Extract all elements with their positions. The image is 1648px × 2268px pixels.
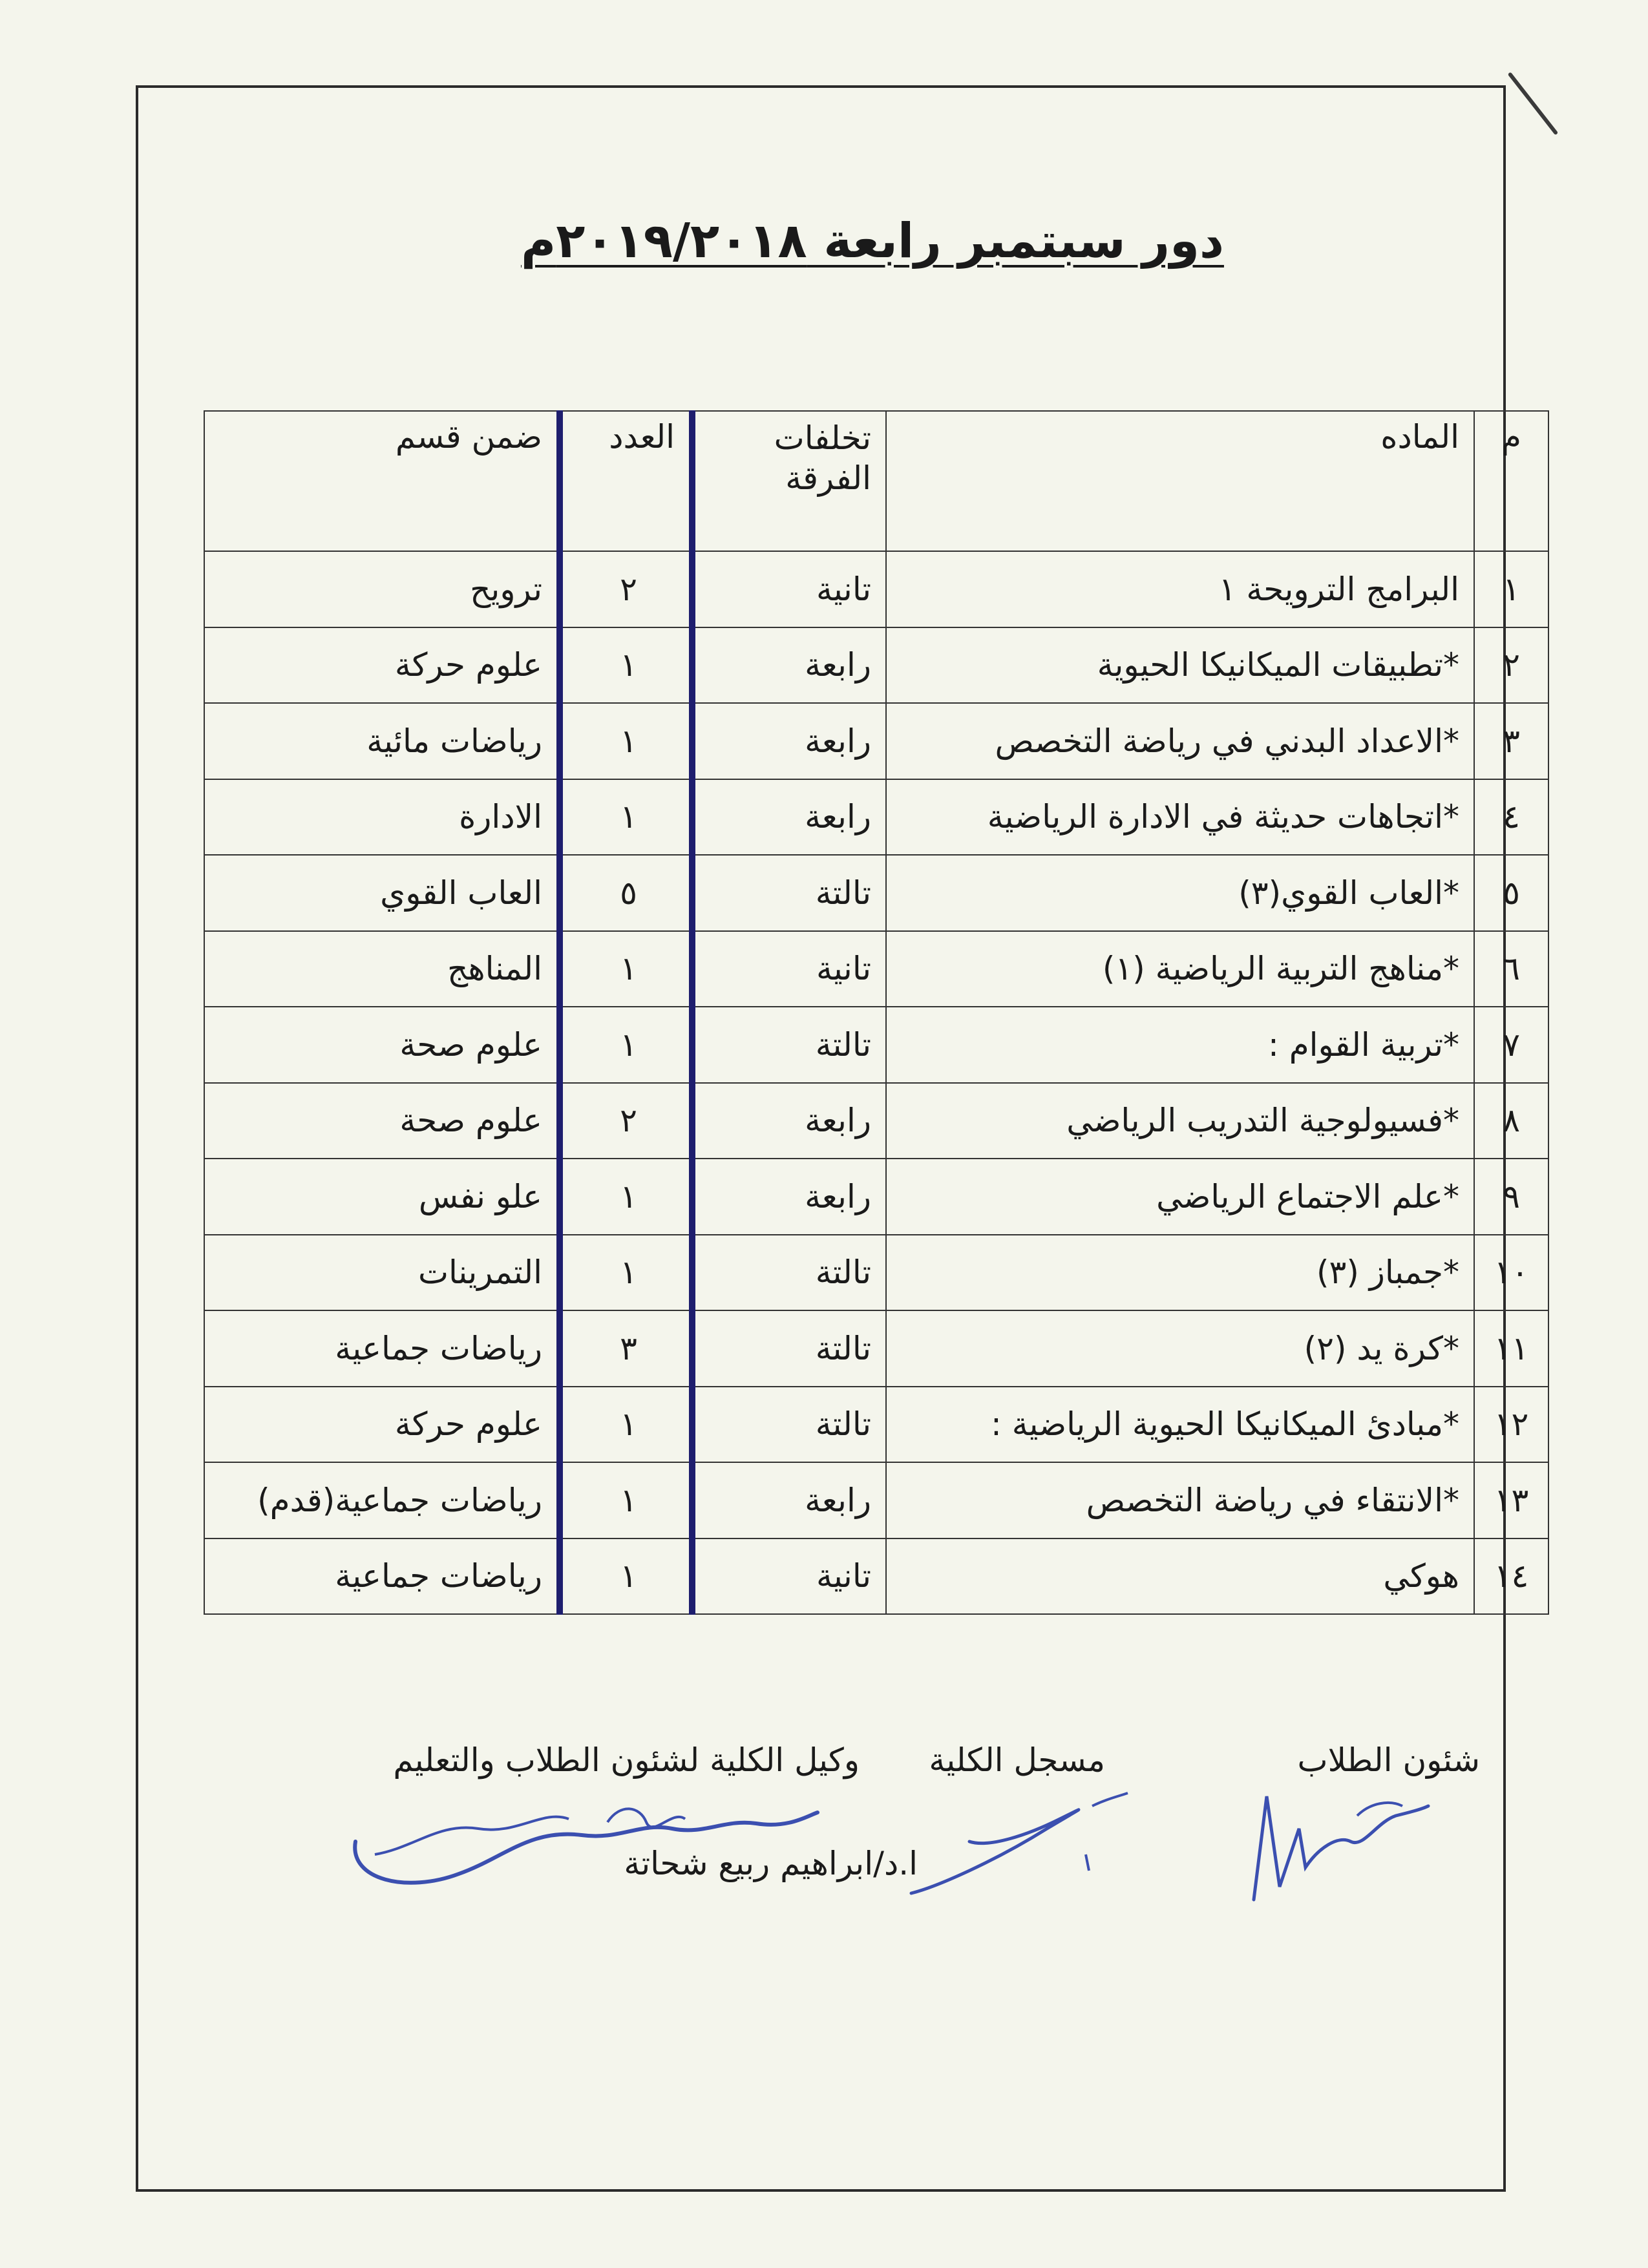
- registrar-signature: [898, 1790, 1131, 1906]
- registrar-label: مسجل الكلية: [929, 1741, 1105, 1779]
- cell-level: رابعة: [692, 703, 886, 779]
- cell-dept: علوم حركة: [204, 1387, 560, 1463]
- table-row: [204, 1235, 1548, 1311]
- cell-dept: علوم حركة: [204, 627, 560, 704]
- cell-num: ٥: [1474, 855, 1548, 931]
- table-row: [204, 1159, 1548, 1235]
- cell-count: ١: [560, 1235, 692, 1311]
- cell-dept: علو نفس: [204, 1159, 560, 1235]
- table-row: [204, 1083, 1548, 1159]
- header-subject: الماده: [886, 411, 1474, 551]
- cell-subject: *علم الاجتماع الرياضي: [886, 1159, 1474, 1235]
- cell-subject: *تربية القوام :: [886, 1007, 1474, 1083]
- cell-count: ٢: [560, 1083, 692, 1159]
- cell-count: ٥: [560, 855, 692, 931]
- cell-count: ٢: [560, 551, 692, 627]
- cell-num: ٦: [1474, 931, 1548, 1007]
- cell-level: رابعة: [692, 627, 886, 704]
- cell-subject: *اتجاهات حديثة في الادارة الرياضية: [886, 779, 1474, 856]
- cell-num: ٢: [1474, 627, 1548, 704]
- subjects-table: [204, 410, 1549, 1615]
- cell-dept: علوم صحة: [204, 1007, 560, 1083]
- header-level: تخلفات الفرقة: [692, 411, 886, 551]
- table-row: [204, 779, 1548, 856]
- cell-level: تانية: [692, 1538, 886, 1615]
- cell-subject: *الاعداد البدني في رياضة التخصص: [886, 703, 1474, 779]
- cell-num: ٤: [1474, 779, 1548, 856]
- cell-dept: العاب القوي: [204, 855, 560, 931]
- cell-dept: رياضات جماعية: [204, 1538, 560, 1615]
- cell-level: رابعة: [692, 1462, 886, 1538]
- cell-num: ١٠: [1474, 1235, 1548, 1311]
- cell-level: تالتة: [692, 1387, 886, 1463]
- staple-mark: [1508, 72, 1559, 135]
- cell-subject: *كرة يد (٢): [886, 1310, 1474, 1387]
- vice-dean-name: ا.د/ابراهيم ربيع شحاتة: [624, 1845, 918, 1882]
- cell-num: ٣: [1474, 703, 1548, 779]
- cell-num: ٧: [1474, 1007, 1548, 1083]
- cell-count: ١: [560, 1387, 692, 1463]
- table-row: [204, 1462, 1548, 1538]
- cell-count: ١: [560, 627, 692, 704]
- header-dept: ضمن قسم: [204, 411, 560, 551]
- cell-level: تالتة: [692, 1007, 886, 1083]
- table-header-row: [204, 411, 1548, 551]
- cell-level: تالتة: [692, 1310, 886, 1387]
- student-affairs-signature: [1241, 1770, 1435, 1913]
- cell-dept: رياضات مائية: [204, 703, 560, 779]
- cell-subject: هوكي: [886, 1538, 1474, 1615]
- cell-level: تالتة: [692, 855, 886, 931]
- cell-num: ١٢: [1474, 1387, 1548, 1463]
- table-row: [204, 551, 1548, 627]
- table-row: [204, 1387, 1548, 1463]
- cell-dept: علوم صحة: [204, 1083, 560, 1159]
- student-affairs-label: شئون الطلاب: [1297, 1741, 1480, 1779]
- cell-subject: *العاب القوي(٣): [886, 855, 1474, 931]
- cell-num: ٨: [1474, 1083, 1548, 1159]
- table-row: [204, 1310, 1548, 1387]
- cell-level: تانية: [692, 551, 886, 627]
- cell-count: ٣: [560, 1310, 692, 1387]
- cell-num: ١١: [1474, 1310, 1548, 1387]
- table-row: [204, 1538, 1548, 1615]
- header-count: العدد: [560, 411, 692, 551]
- cell-subject: *تطبيقات الميكانيكا الحيوية: [886, 627, 1474, 704]
- cell-subject: *مناهج التربية الرياضية (١): [886, 931, 1474, 1007]
- cell-num: ٩: [1474, 1159, 1548, 1235]
- document-title: دور سبتمبر رابعة ٢٠١٩/٢٠١٨م: [521, 213, 1224, 269]
- cell-level: رابعة: [692, 779, 886, 856]
- header-num: م: [1474, 411, 1548, 551]
- table-row: [204, 1007, 1548, 1083]
- cell-num: ١: [1474, 551, 1548, 627]
- cell-dept: التمرينات: [204, 1235, 560, 1311]
- cell-dept: ترويح: [204, 551, 560, 627]
- vice-dean-label: وكيل الكلية لشئون الطلاب والتعليم: [393, 1741, 860, 1779]
- cell-subject: البرامج الترويحة ١: [886, 551, 1474, 627]
- cell-subject: *الانتقاء في رياضة التخصص: [886, 1462, 1474, 1538]
- cell-level: تانية: [692, 931, 886, 1007]
- cell-count: ١: [560, 703, 692, 779]
- cell-level: رابعة: [692, 1159, 886, 1235]
- cell-num: ١٣: [1474, 1462, 1548, 1538]
- cell-subject: *مبادئ الميكانيكا الحيوية الرياضية :: [886, 1387, 1474, 1463]
- table-row: [204, 855, 1548, 931]
- cell-count: ١: [560, 1538, 692, 1615]
- vice-dean-signature: [336, 1783, 827, 1913]
- cell-dept: رياضات جماعية: [204, 1310, 560, 1387]
- cell-count: ١: [560, 1462, 692, 1538]
- cell-level: رابعة: [692, 1083, 886, 1159]
- cell-num: ١٤: [1474, 1538, 1548, 1615]
- cell-level: تالتة: [692, 1235, 886, 1311]
- table-row: [204, 627, 1548, 704]
- cell-subject: *جمباز (٣): [886, 1235, 1474, 1311]
- cell-count: ١: [560, 1159, 692, 1235]
- cell-count: ١: [560, 779, 692, 856]
- cell-dept: رياضات جماعية(قدم): [204, 1462, 560, 1538]
- table-row: [204, 931, 1548, 1007]
- cell-subject: *فسيولوجية التدريب الرياضي: [886, 1083, 1474, 1159]
- cell-dept: الادارة: [204, 779, 560, 856]
- cell-dept: المناهج: [204, 931, 560, 1007]
- cell-count: ١: [560, 931, 692, 1007]
- table-row: [204, 703, 1548, 779]
- cell-count: ١: [560, 1007, 692, 1083]
